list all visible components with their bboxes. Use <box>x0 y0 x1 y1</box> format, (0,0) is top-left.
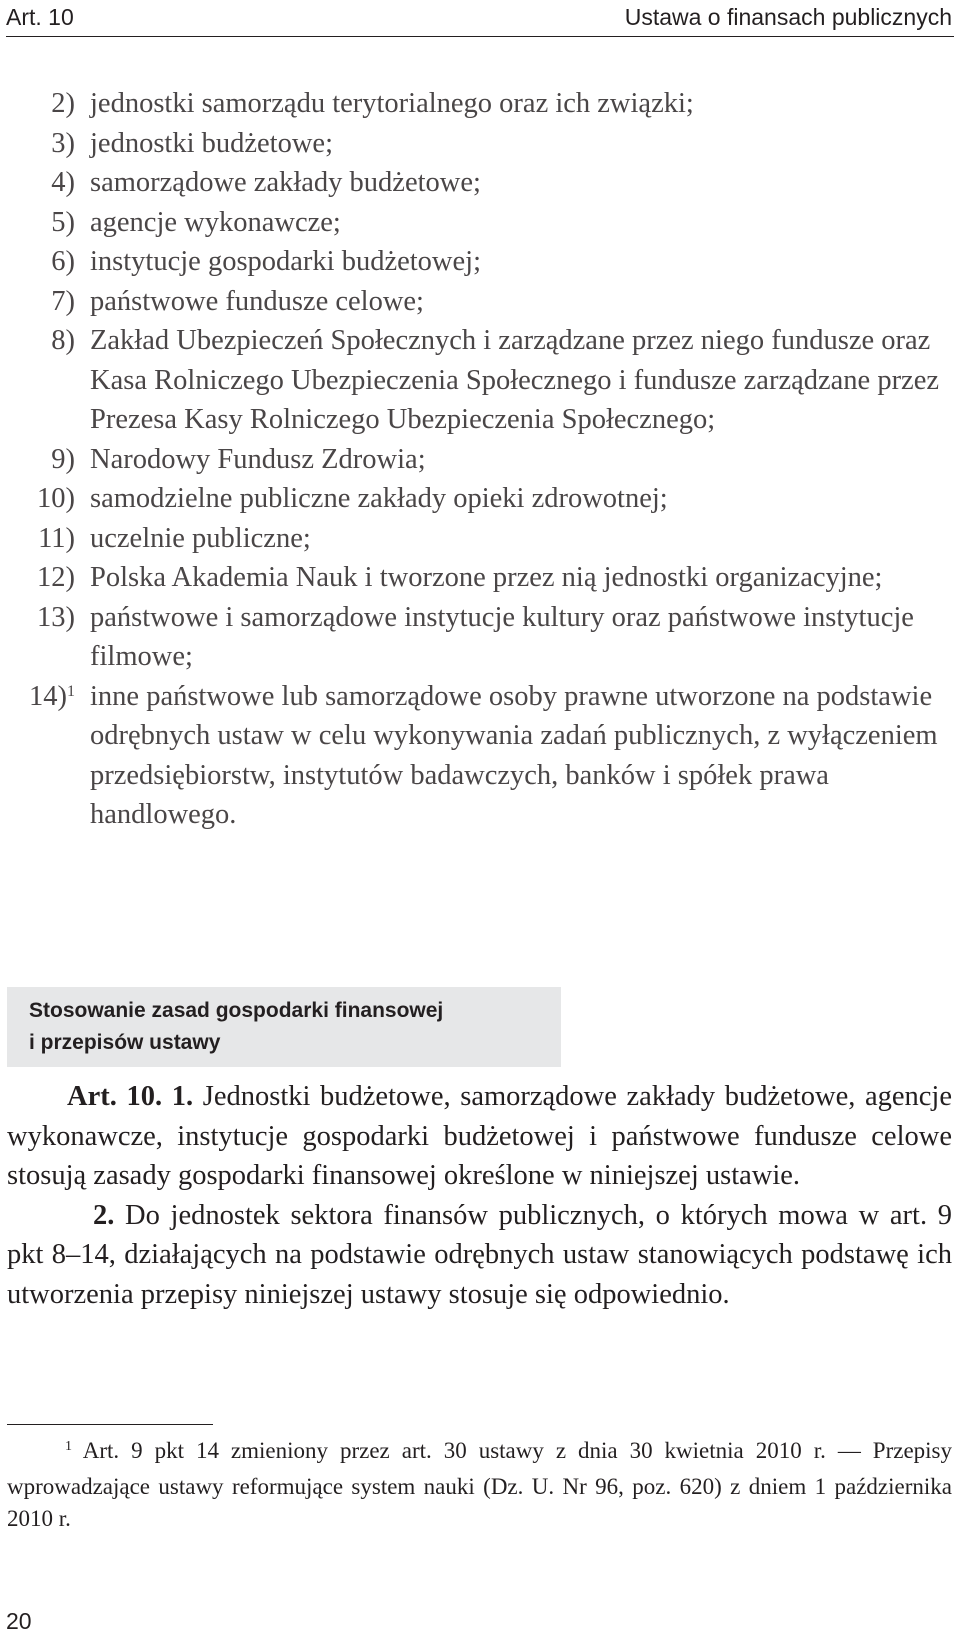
list-item-text: agencje wykonawcze; <box>90 206 341 238</box>
list-item-text: Polska Akademia Nauk i tworzone przez nią jednostki organizacyjne; <box>90 562 883 593</box>
list-item-number: 12) <box>37 562 75 593</box>
section-heading-line2: i przepisów ustawy <box>29 1031 221 1054</box>
article-paragraph-2-text: Do jednostek sektora finansów publicznych, o których mowa w art. 9 pkt 8–14, działających na podstawie odrębnych ustaw stanowiących podstawę ich utworzenia przepisy niniejszej ustawy stosuje się odpowiednio. <box>7 1199 952 1310</box>
list-item <box>0 677 960 835</box>
footnote <box>7 1435 952 1535</box>
list-item-number: 4) <box>51 167 75 198</box>
list-item-text: samorządowe zakłady budżetowe; <box>90 167 481 198</box>
list-item-number: 11) <box>38 522 75 554</box>
list-item <box>0 440 960 480</box>
list-item-number: 7) <box>51 285 75 317</box>
list-item <box>0 558 960 598</box>
list-item-number: 9) <box>51 443 75 475</box>
paragraph-number: 2. <box>93 1199 115 1231</box>
footnote-text: Art. 9 pkt 14 zmieniony przez art. 30 ustawy z dnia 30 kwietnia 2010 r. — Przepisy wprowadzające ustawy reformujące system nauki (Dz. U. Nr 96, poz. 620) z dniem 1 października 2010 r. <box>7 1438 952 1531</box>
article-paragraph-2 <box>7 1196 952 1315</box>
section-heading-line1: Stosowanie zasad gospodarki finansowej <box>29 999 444 1022</box>
list-item-number <box>29 677 75 721</box>
list-item-text: instytucje gospodarki budżetowej; <box>90 246 481 277</box>
list-item-text: państwowe fundusze celowe; <box>90 285 424 317</box>
list-item-text: Narodowy Fundusz Zdrowia; <box>90 443 426 475</box>
list-item-number: 6) <box>51 246 75 277</box>
list-item <box>0 84 960 124</box>
list-item-text: państwowe i samorządowe instytucje kultury oraz państwowe instytucje filmowe; <box>90 601 914 672</box>
list-item <box>0 124 960 164</box>
header-act-title: Ustawa o finansach publicznych <box>624 4 952 30</box>
page-number: 20 <box>6 1608 32 1634</box>
list-item-number: 13) <box>37 601 75 633</box>
list-item <box>0 242 960 282</box>
list-item-number-label: 14) <box>29 680 67 712</box>
list-item-number: 3) <box>51 127 75 159</box>
list-item <box>0 479 960 519</box>
list-item-text: jednostki samorządu terytorialnego oraz ich związki; <box>90 88 694 119</box>
article-paragraph-1 <box>7 1077 952 1196</box>
list-item-text: jednostki budżetowe; <box>90 127 333 159</box>
list-item-text: Zakład Ubezpieczeń Społecznych i zarządzane przez niego fundusze oraz Kasa Rolniczego Ubezpieczenia Społecznego i fundusze zarządzane przez Prezesa Kasy Rolniczego Ubezpieczenia Społecznego; <box>90 325 940 435</box>
list-item <box>0 519 960 559</box>
header-article-ref: Art. 10 <box>6 4 74 30</box>
list-item-number: 10) <box>37 483 75 514</box>
list-item <box>0 282 960 322</box>
list-item-number: 8) <box>51 325 75 356</box>
list-item-number: 2) <box>51 88 75 119</box>
list-item-text: uczelnie publiczne; <box>90 522 311 554</box>
running-header <box>6 0 954 37</box>
list-item <box>0 598 960 677</box>
footnote-divider <box>7 1424 213 1425</box>
list-item <box>0 203 960 243</box>
section-heading-box <box>7 987 561 1067</box>
list-item-text: samodzielne publiczne zakłady opieki zdrowotnej; <box>90 483 668 514</box>
list-item <box>0 163 960 203</box>
list-item-number: 5) <box>51 206 75 238</box>
entity-list <box>0 84 960 835</box>
article-heading: Art. 10. 1. <box>67 1081 194 1112</box>
article-body <box>7 1077 952 1314</box>
footnote-mark: 1 <box>65 1439 72 1454</box>
list-item <box>0 321 960 440</box>
footnote-ref: 1 <box>67 682 75 700</box>
article-paragraph-1-text: Jednostki budżetowe, samorządowe zakłady budżetowe, agencje wykonawcze, instytucje gospodarki budżetowej i państwowe fundusze celowe stosują zasady gospodarki finansowej określone w niniejszej ustawie. <box>7 1081 952 1191</box>
list-item-text: inne państwowe lub samorządowe osoby prawne utworzone na podstawie odrębnych ustaw w celu wykonywania zadań publicznych, z wyłączeniem przedsiębiorstw, instytutów badawczych, banków i spółek prawa handlowego. <box>90 680 938 830</box>
